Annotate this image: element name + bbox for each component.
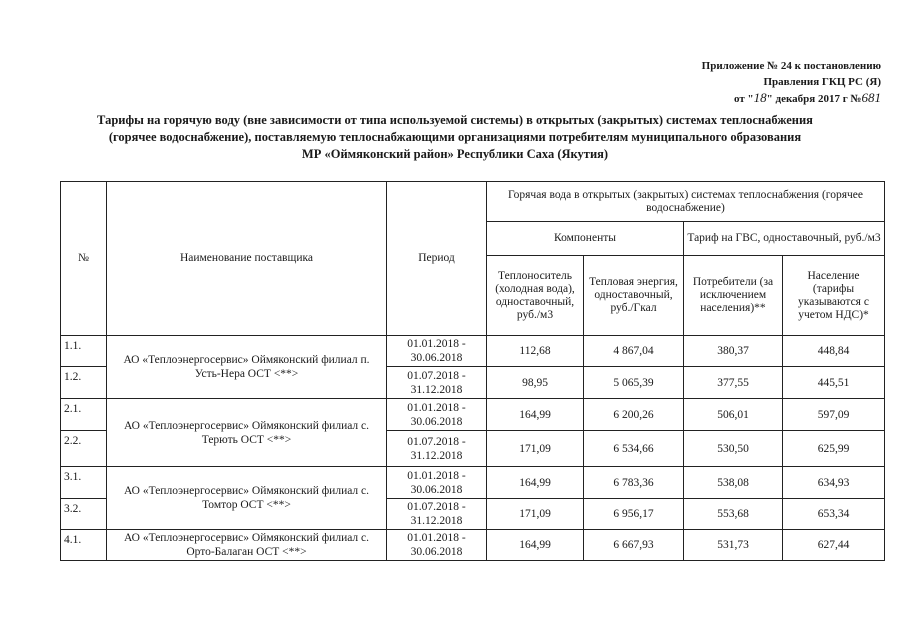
row-consumers: 380,37 [684, 336, 783, 367]
row-heat: 4 867,04 [584, 336, 684, 367]
row-coolant: 171,09 [487, 499, 584, 530]
row-consumers: 538,08 [684, 467, 783, 499]
header-tariff-gvs: Тариф на ГВС, одноставочный, руб./м3 [684, 222, 885, 256]
row-coolant: 164,99 [487, 399, 584, 431]
title-line-1: Тарифы на горячую воду (вне зависимости от типа используемой системы) в открытых (закрытых) системах теплоснабжения [97, 113, 813, 127]
header-date-middle: " декабря 2017 г № [766, 93, 862, 105]
row-num: 4.1. [61, 530, 107, 561]
header-coolant: Теплоноситель (холодная вода), одноставочный, руб./м3 [487, 256, 584, 336]
row-heat: 6 956,17 [584, 499, 684, 530]
row-coolant: 164,99 [487, 467, 584, 499]
header-population: Население (тарифы указываются с учетом НДС)* [783, 256, 885, 336]
row-num: 2.1. [61, 399, 107, 431]
table-row [61, 467, 885, 499]
row-num: 2.2. [61, 431, 107, 467]
row-population: 634,93 [783, 467, 885, 499]
row-coolant: 112,68 [487, 336, 584, 367]
row-heat: 6 667,93 [584, 530, 684, 561]
row-consumers: 506,01 [684, 399, 783, 431]
row-period: 01.01.2018 - 30.06.2018 [387, 336, 487, 367]
row-coolant: 98,95 [487, 367, 584, 399]
row-consumers: 531,73 [684, 530, 783, 561]
header-date-line [702, 90, 881, 107]
supplier-name: АО «Теплоэнергосервис» Оймяконский филиал п. Усть-Нера ОСТ <**> [107, 336, 387, 399]
header-appendix-line: Приложение № 24 к постановлению [701, 60, 881, 72]
row-num: 3.1. [61, 467, 107, 499]
row-heat: 6 200,26 [584, 399, 684, 431]
row-heat: 6 783,36 [584, 467, 684, 499]
document-title [40, 112, 870, 163]
row-population: 625,99 [783, 431, 885, 467]
row-population: 597,09 [783, 399, 885, 431]
table-row [61, 336, 885, 367]
header-day: 18 [753, 90, 767, 105]
row-period: 01.07.2018 - 31.12.2018 [387, 499, 487, 530]
supplier-name: АО «Теплоэнергосервис» Оймяконский филиал с. Орто-Балаган ОСТ <**> [107, 530, 387, 561]
table-row [61, 530, 885, 561]
header-hot-water-group: Горячая вода в открытых (закрытых) системах теплоснабжения (горячее водоснабжение) [487, 182, 885, 222]
row-num: 1.2. [61, 367, 107, 399]
header-heat-energy: Тепловая энергия, одноставочный, руб./Гкал [584, 256, 684, 336]
header-period: Период [387, 182, 487, 336]
row-period: 01.01.2018 - 30.06.2018 [387, 467, 487, 499]
row-population: 627,44 [783, 530, 885, 561]
row-num: 3.2. [61, 499, 107, 530]
row-heat: 5 065,39 [584, 367, 684, 399]
header-authority-line: Правления ГКЦ РС (Я) [763, 76, 881, 88]
row-population: 445,51 [783, 367, 885, 399]
row-period: 01.01.2018 - 30.06.2018 [387, 399, 487, 431]
header-consumers: Потребители (за исключением населения)** [684, 256, 783, 336]
row-consumers: 377,55 [684, 367, 783, 399]
tariffs-table [60, 181, 885, 561]
row-period: 01.01.2018 - 30.06.2018 [387, 530, 487, 561]
row-coolant: 164,99 [487, 530, 584, 561]
title-line-3: МР «Оймяконский район» Республики Саха (Якутия) [301, 147, 609, 161]
row-consumers: 530,50 [684, 431, 783, 467]
row-period: 01.07.2018 - 31.12.2018 [387, 367, 487, 399]
header-components: Компоненты [487, 222, 684, 256]
row-num: 1.1. [61, 336, 107, 367]
supplier-name: АО «Теплоэнергосервис» Оймяконский филиал с. Томтор ОСТ <**> [107, 467, 387, 530]
row-heat: 6 534,66 [584, 431, 684, 467]
row-coolant: 171,09 [487, 431, 584, 467]
header-number: 681 [861, 90, 881, 105]
row-period: 01.07.2018 - 31.12.2018 [387, 431, 487, 467]
header-supplier: Наименование поставщика [107, 182, 387, 336]
header-date-prefix: от " [734, 93, 754, 105]
table-row [61, 399, 885, 431]
row-consumers: 553,68 [684, 499, 783, 530]
row-population: 653,34 [783, 499, 885, 530]
document-header [702, 58, 881, 107]
supplier-name: АО «Теплоэнергосервис» Оймяконский филиал с. Терють ОСТ <**> [107, 399, 387, 467]
row-population: 448,84 [783, 336, 885, 367]
header-num: № [61, 182, 107, 336]
title-line-2: (горячее водоснабжение), поставляемую теплоснабжающими организациями потребителям муниципального образования [108, 130, 802, 144]
